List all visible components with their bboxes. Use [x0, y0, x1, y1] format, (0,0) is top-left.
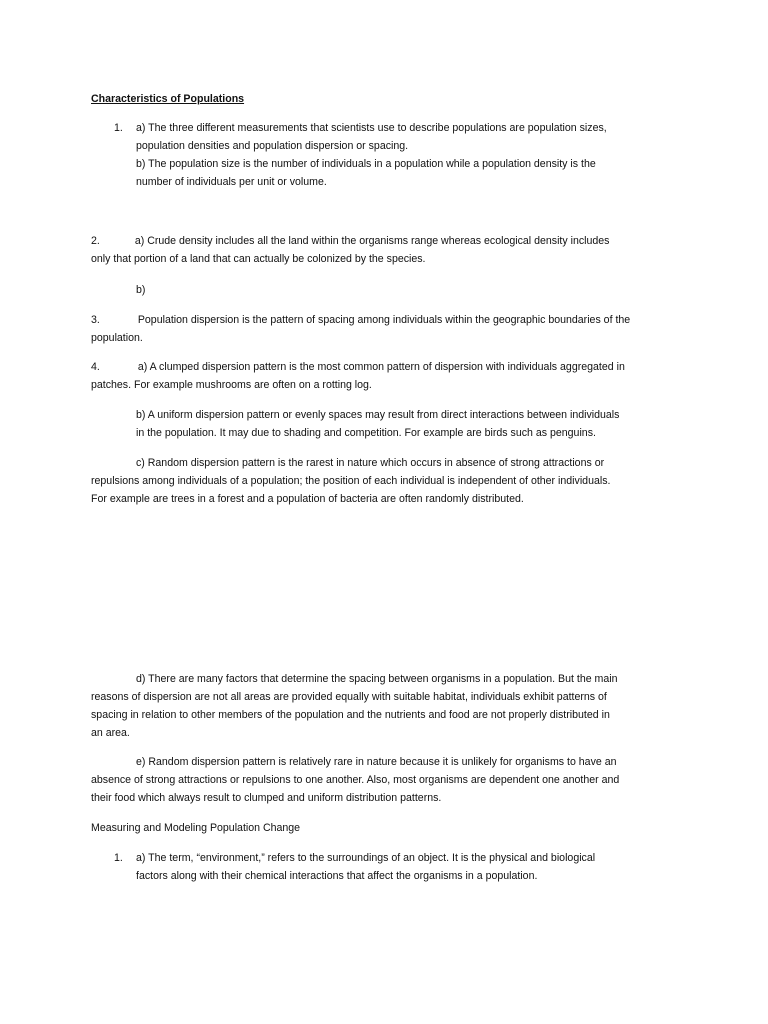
question-4d-block: [91, 670, 677, 742]
question-2b: b): [136, 284, 146, 296]
question-4a-line-2: patches. For example mushrooms are often on a rotting log.: [91, 379, 372, 391]
question-number: 4.: [91, 361, 100, 373]
question-4e-block: [91, 753, 677, 807]
question-4c-text: c) Random dispersion pattern is the rarest in nature which occurs in absence of strong attractions or: [136, 457, 605, 469]
question-4b-line-1: b) A uniform dispersion pattern or evenly spaces may result from direct interactions between individuals: [136, 409, 620, 421]
question-2a-line-2: only that portion of a land that can actually be colonized by the species.: [91, 253, 426, 265]
section2-question-1a-line-1: a) The term, “environment,” refers to the surroundings of an object. It is the physical and biological: [136, 852, 596, 864]
section-heading-measuring: Measuring and Modeling Population Change: [91, 822, 301, 834]
question-4c-block: [91, 454, 677, 508]
question-4e-line-2: absence of strong attractions or repulsions to one another. Also, most organisms are dependent one another and: [91, 774, 620, 786]
question-1-block: [114, 119, 699, 191]
question-4c-line-2: repulsions among individuals of a population; the position of each individual is independent of other individuals.: [91, 475, 611, 487]
question-number: 1.: [114, 852, 123, 864]
question-3-block: [91, 311, 677, 347]
question-4e-text: e) Random dispersion pattern is relatively rare in nature because it is unlikely for organisms to have an: [136, 756, 617, 768]
question-number: 2.: [91, 235, 100, 247]
question-4b-block: [136, 406, 677, 442]
question-2a-line-1: [91, 232, 677, 250]
question-3-text: Population dispersion is the pattern of spacing among individuals within the geographic boundaries of the: [137, 314, 631, 326]
section2-question-1a-line-2: factors along with their chemical interactions that affect the organisms in a population.: [136, 870, 538, 882]
question-4c-line-1: [91, 454, 677, 472]
question-4d-line-3: spacing in relation to other members of the population and the nutrients and food are not properly distributed in: [91, 709, 610, 721]
section-heading-characteristics: Characteristics of Populations: [91, 93, 245, 105]
question-4d-text: d) There are many factors that determine the spacing between organisms in a population. But the main: [136, 673, 618, 685]
question-4d-line-2: reasons of dispersion are not all areas are provided equally with suitable habitat, individuals exhibit patterns of: [91, 691, 607, 703]
question-2-block: [91, 232, 677, 268]
question-number: 3.: [91, 314, 100, 326]
question-4a-block: [91, 358, 677, 394]
question-2a-text: a) Crude density includes all the land within the organisms range whereas ecological density includes: [134, 235, 610, 247]
question-4b-line-2: in the population. It may due to shading and competition. For example are birds such as penguins.: [136, 427, 596, 439]
question-4a-line-1: [91, 358, 677, 376]
question-4e-line-1: [91, 753, 677, 771]
section2-question-1-block: [114, 849, 699, 885]
question-1a-line-1: a) The three different measurements that scientists use to describe populations are population sizes,: [136, 122, 607, 134]
question-3-line-1: [91, 311, 677, 329]
question-4d-line-1: [91, 670, 677, 688]
question-4d-line-4: an area.: [91, 727, 130, 739]
question-3-line-2: population.: [91, 332, 143, 344]
question-4a-text: a) A clumped dispersion pattern is the most common pattern of dispersion with individuals aggregated in: [137, 361, 625, 373]
question-1b-line-1: b) The population size is the number of individuals in a population while a population density is the: [136, 158, 596, 170]
question-4e-line-3: their food which always result to clumped and uniform distribution patterns.: [91, 792, 442, 804]
question-1a-line-2: population densities and population dispersion or spacing.: [136, 140, 409, 152]
question-1b-line-2: number of individuals per unit or volume.: [136, 176, 327, 188]
question-number: 1.: [114, 122, 123, 134]
question-4c-line-3: For example are trees in a forest and a population of bacteria are often randomly distributed.: [91, 493, 524, 505]
